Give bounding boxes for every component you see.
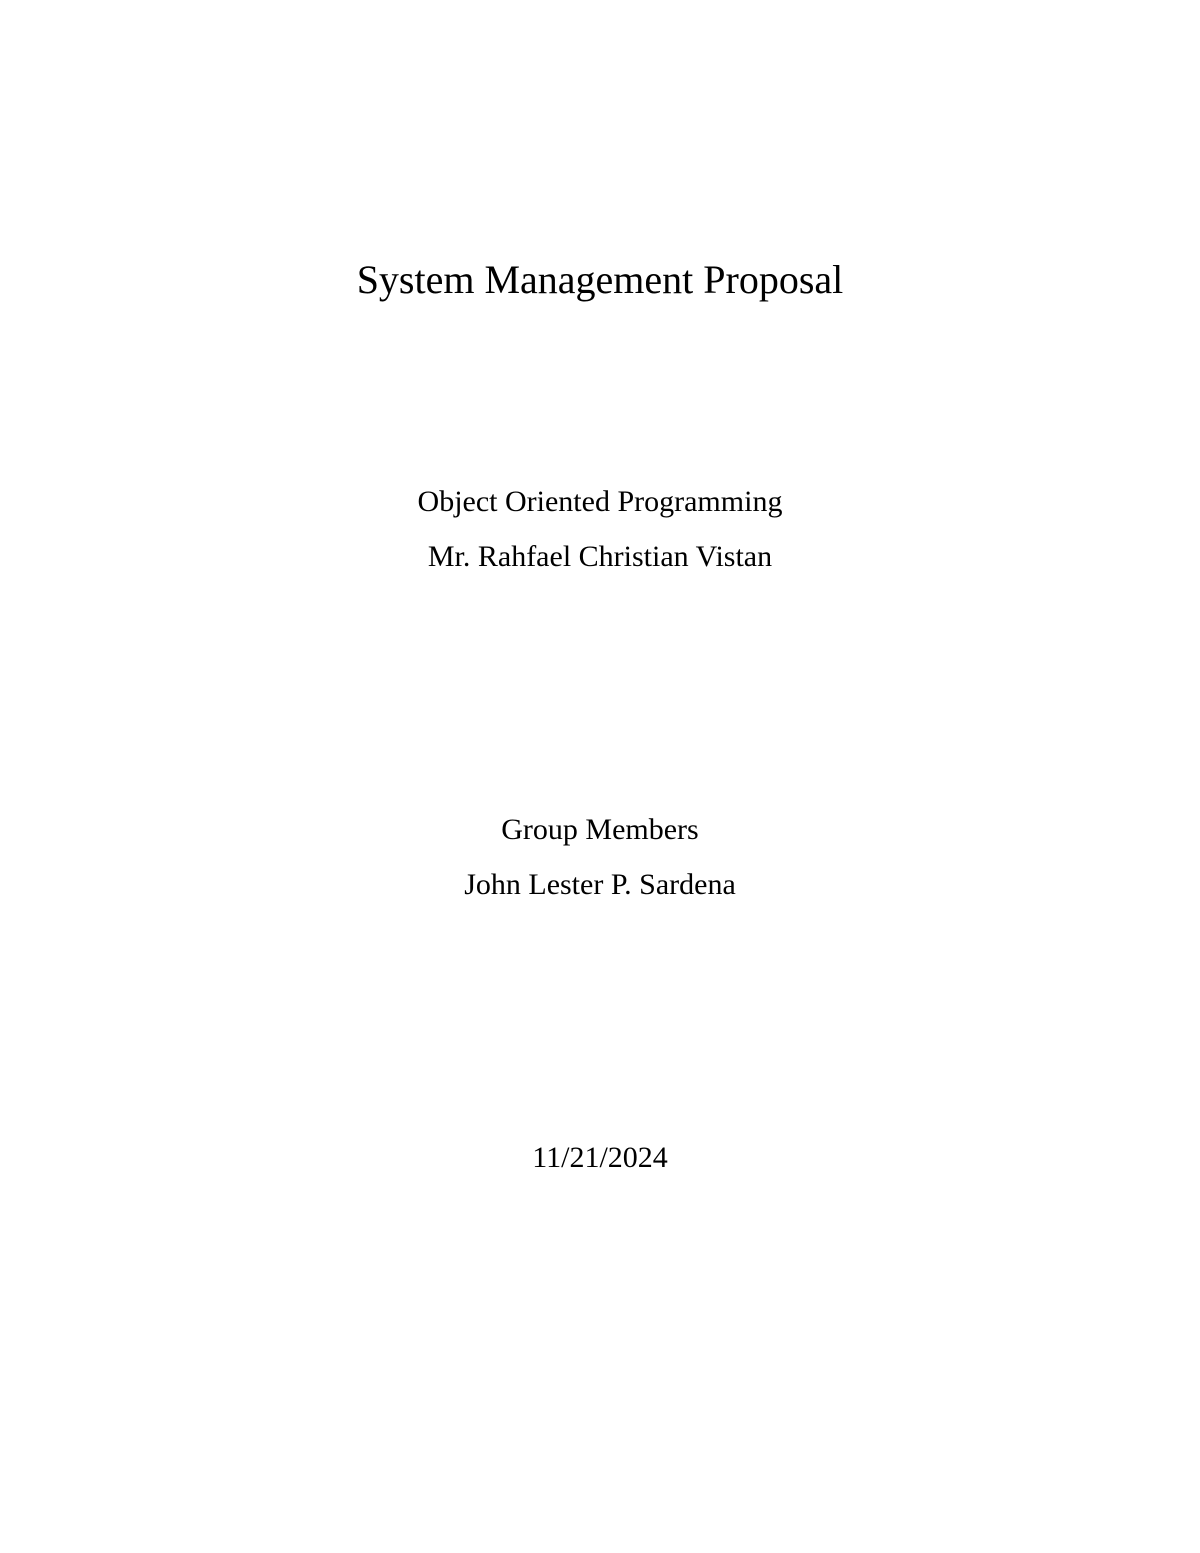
document-title: System Management Proposal [356, 257, 844, 302]
instructor-name: Mr. Rahfael Christian Vistan [427, 540, 773, 573]
group-member-name: John Lester P. Sardena [464, 868, 736, 901]
document-date: 11/21/2024 [532, 1141, 668, 1174]
group-members-heading: Group Members [501, 813, 699, 846]
course-name: Object Oriented Programming [417, 485, 783, 518]
